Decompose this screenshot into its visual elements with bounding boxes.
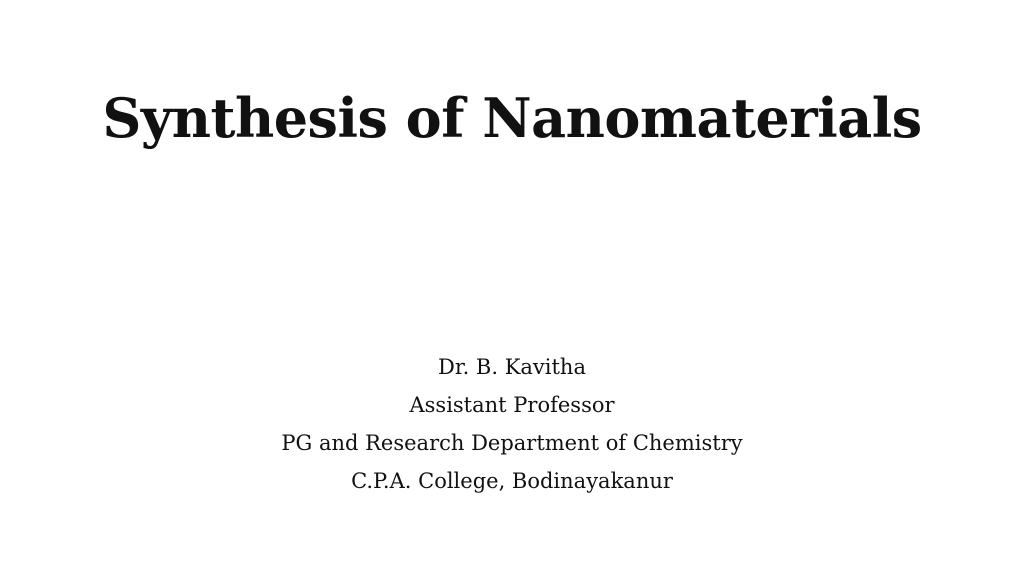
slide-subtitle [0,348,1024,500]
author-name: Dr. B. Kavitha [438,355,586,379]
author-position: Assistant Professor [409,393,615,417]
slide-title: Synthesis of Nanomaterials [102,86,922,150]
author-department: PG and Research Department of Chemistry [281,431,743,455]
author-institution: C.P.A. College, Bodinayakanur [351,469,673,493]
